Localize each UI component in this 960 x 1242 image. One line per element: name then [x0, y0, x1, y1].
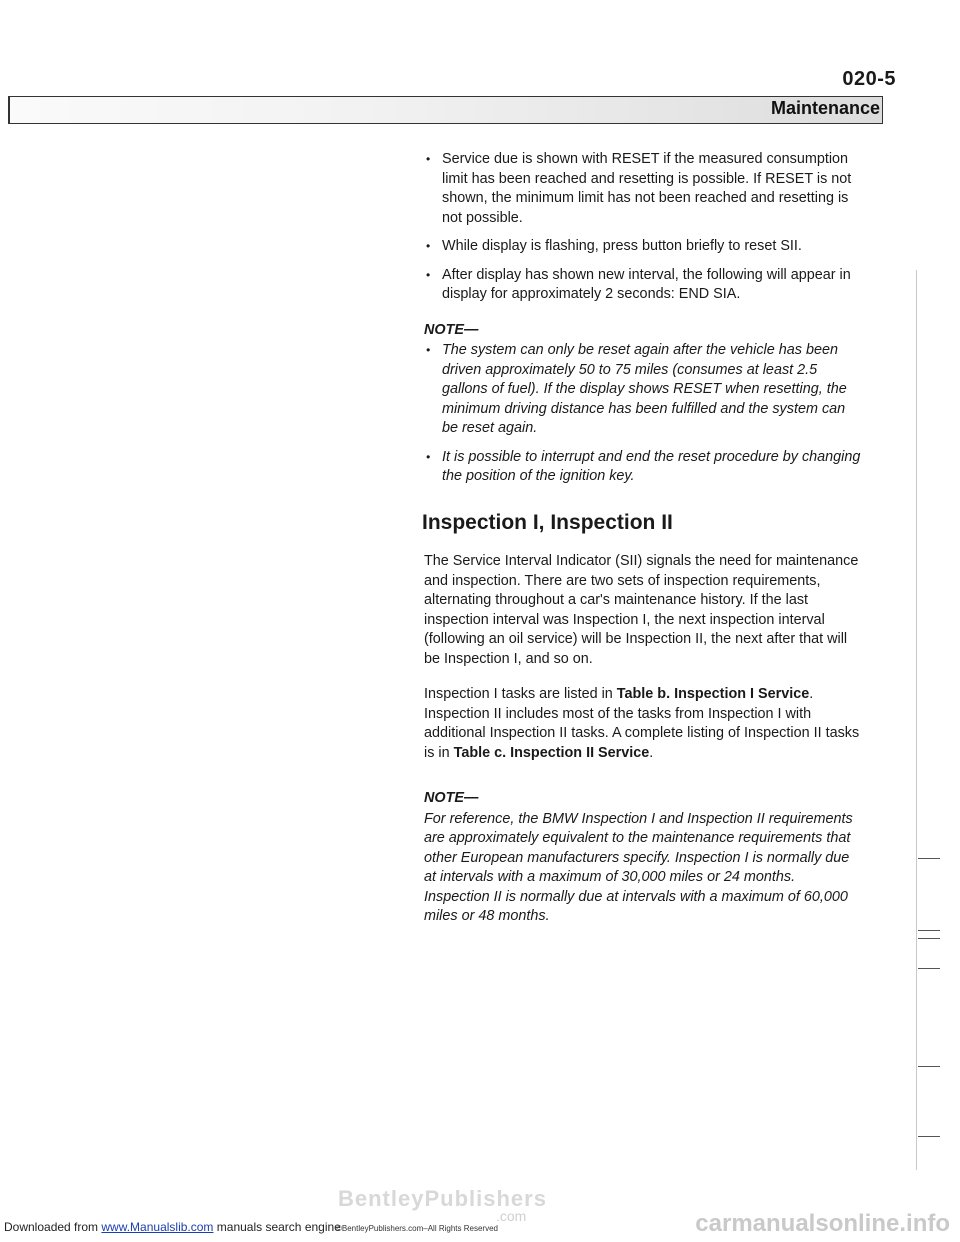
margin-tick — [918, 1066, 940, 1067]
margin-tick — [918, 938, 940, 939]
margin-rule — [916, 270, 917, 1170]
publisher-watermark-suffix: .com — [496, 1208, 527, 1224]
list-item: • After display has shown new interval, the following will appear in display for approximately 2 seconds: END SIA. — [426, 266, 851, 302]
reset-bullet-list — [424, 150, 864, 305]
table-reference: Table c. Inspection II Service — [453, 744, 650, 761]
bullet-icon: • — [426, 449, 431, 464]
section-heading: Inspection I, Inspection II — [422, 510, 673, 534]
bullet-icon: • — [426, 152, 431, 166]
bullet-icon: • — [426, 267, 431, 282]
margin-tick — [918, 968, 940, 969]
list-item: • The system can only be reset again after the vehicle has been driven approximately 50 to 75 miles (consumes at least 2.5 gallons of fuel). If the display shows RESET when resetting, the minimum driving distance has been fulfilled and the system can be reset again. — [426, 342, 847, 436]
site-watermark: carmanualsonline.info — [695, 1210, 950, 1237]
main-content — [424, 150, 864, 943]
list-item: • It is possible to interrupt and end the reset procedure by changing the position of the ignition key. — [426, 448, 861, 484]
section-header-bar — [8, 96, 883, 124]
manualslib-link[interactable]: www.Manualslib.com — [101, 1220, 214, 1234]
list-item: • While display is flashing, press button briefly to reset SII. — [424, 237, 864, 257]
margin-tick — [918, 930, 940, 931]
list-item: • Service due is shown with RESET if the measured consumption limit has been reached and resetting is possible. If RESET is not shown, the minimum limit has not been reached and resetting is not possible. — [426, 151, 852, 226]
paragraph: Inspection I tasks are listed in Table b. Inspection I Service. Inspection II includes most of the tasks from Inspection I with additional Inspection II tasks. A complete listing of Inspection II tasks is in Table c. Inspection II Service. — [424, 686, 860, 761]
note-paragraph: For reference, the BMW Inspection I and Inspection II requirements are approximately equivalent to the maintenance requirements that other European manufacturers specify. Inspection I is normally due at intervals with a maximum of 30,000 miles or 24 months. Inspection II is normally due at intervals with a maximum of 60,000 miles or 48 months. — [424, 810, 853, 924]
note-bullet-list — [424, 341, 864, 487]
note-title: NOTE— — [424, 321, 479, 338]
download-footer: Downloaded from www.Manualslib.com manuals search engine — [4, 1220, 341, 1234]
table-reference: Table b. Inspection I Service — [616, 686, 810, 702]
section-title: Maintenance — [770, 98, 880, 118]
page-number: 020-5 — [842, 68, 896, 90]
bullet-icon: • — [426, 239, 431, 253]
margin-tick — [918, 858, 940, 859]
publisher-watermark: BentleyPublishers — [338, 1186, 547, 1211]
note-title: NOTE— — [424, 790, 479, 806]
paragraph: The Service Interval Indicator (SII) signals the need for maintenance and inspection. There are two sets of inspection requirements, alternating throughout a car's maintenance history. If the last inspection interval was Inspection I, the next inspection interval (following an oil service) will be Inspection II, the next after that will be Inspection I, and so on. — [424, 553, 859, 667]
copyright-notice: ©BentleyPublishers.com–All Rights Reserved — [336, 1224, 498, 1233]
bullet-icon: • — [426, 343, 431, 357]
margin-tick — [918, 1136, 940, 1137]
